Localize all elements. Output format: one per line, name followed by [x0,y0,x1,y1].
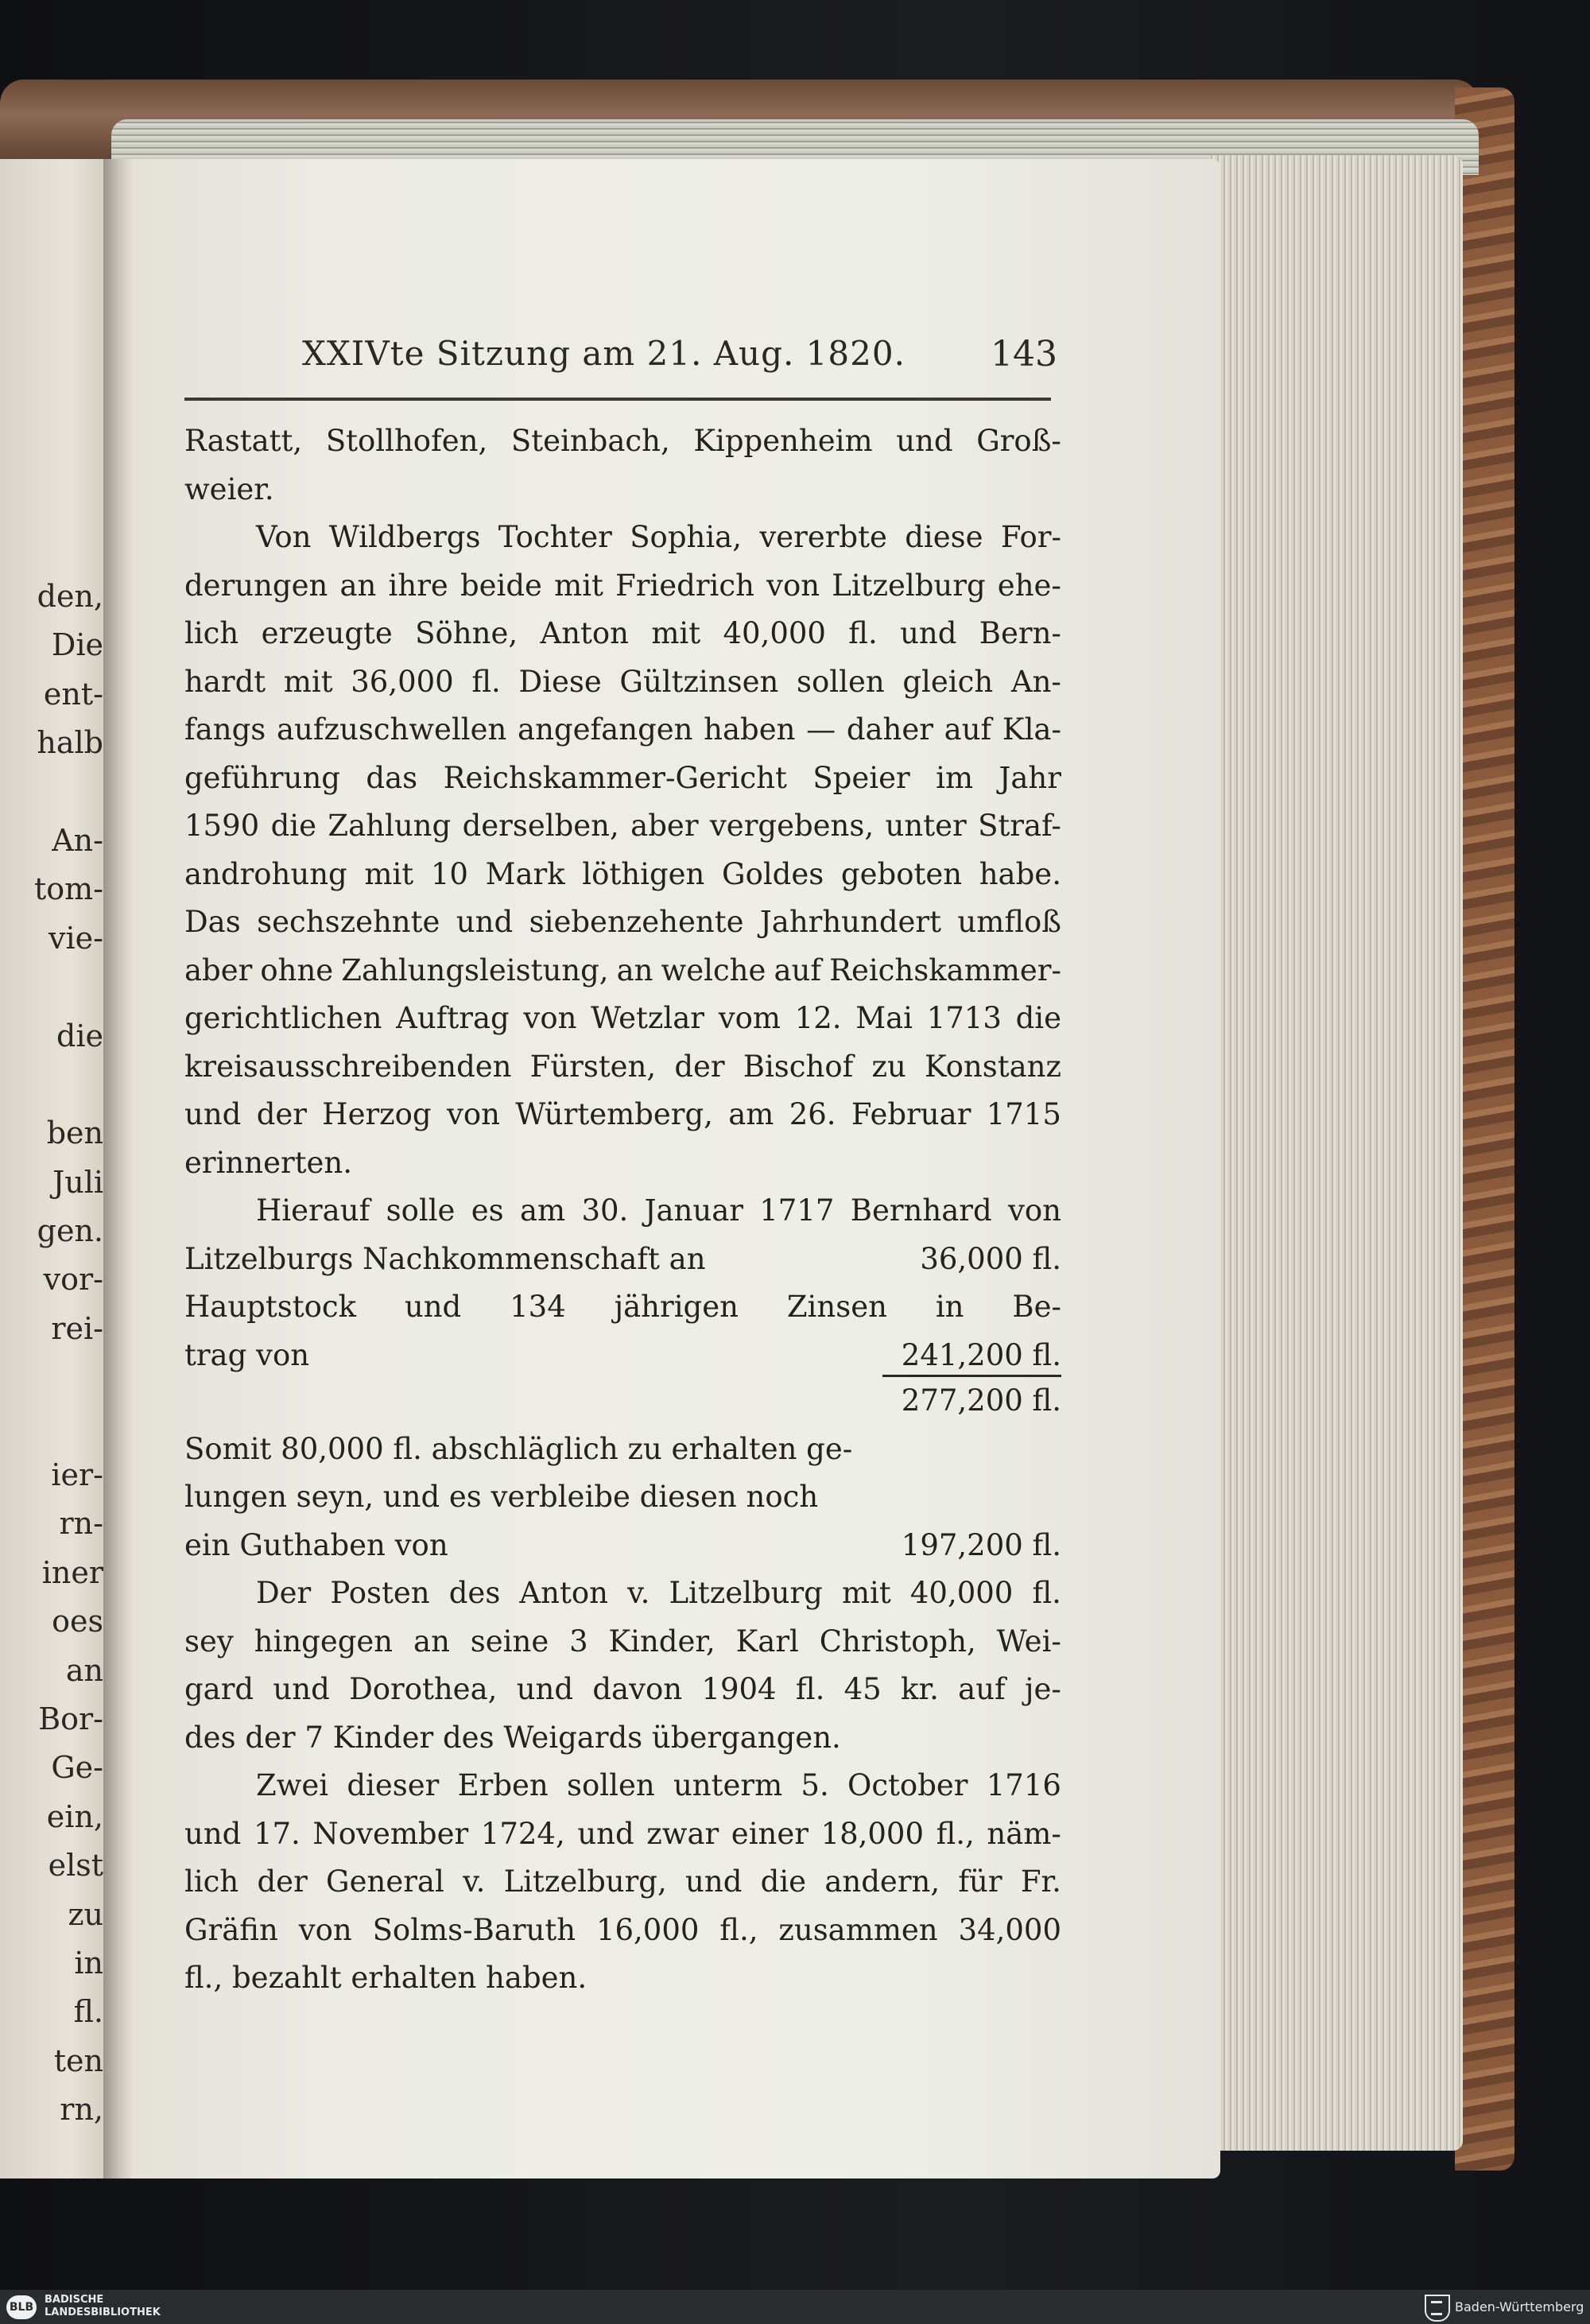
word: 1904 [701,1672,777,1706]
word: diese [905,520,983,554]
word: Zwei [256,1768,329,1802]
left-page-fragment [0,1061,103,1109]
word: Bern- [979,616,1061,650]
left-page-fragment: Ge- [51,1750,103,1786]
word: und [685,1864,743,1899]
left-page-fragment: gen. [37,1213,103,1249]
text-line [184,851,1061,899]
word: Anton [519,1576,608,1610]
word: Sophia, [630,520,742,554]
word: geboten [840,856,963,891]
word: Stollhofen, [325,424,488,458]
left-page-fragment: ein, [46,1798,103,1834]
word: Konstanz [924,1049,1061,1084]
left-page-fragment: ier- [51,1457,103,1493]
word: das [366,760,418,795]
word: fl., [936,1816,975,1851]
word: seine [470,1624,549,1659]
text-line [184,755,1061,803]
word: und [184,1816,242,1851]
word: hingegen [254,1624,394,1659]
line-text: erinnerten. [184,1145,353,1180]
word: Das [184,905,241,939]
word: zwar [646,1816,719,1851]
word: Reichskammer-Gericht [443,760,787,795]
left-page-fragment: Die [51,627,103,663]
line-text: Litzelburgs Nachkommenschaft an [184,1241,706,1276]
word: lich [184,1864,239,1899]
word: Zahlung [328,809,452,843]
left-page-fragment: Juli [52,1164,103,1200]
text-line [184,1236,1061,1284]
word: haben [704,712,796,747]
word: umfloß [957,905,1061,939]
text-line [184,995,1061,1043]
word: 12. [794,1001,842,1035]
amount: 197,200 fl. [901,1527,1061,1562]
word: 134 [510,1290,566,1324]
word: 18,000 [820,1816,925,1851]
running-head: XXIVte Sitzung am 21. Aug. 1820. [302,334,906,373]
text-line [184,706,1061,755]
word: lich [184,616,239,650]
word: andern, [824,1864,940,1899]
left-page-fragment: in [74,1945,103,1981]
left-page-fragment: oes [52,1604,103,1639]
word: 34,000 [958,1912,1061,1947]
word: 17. [253,1816,301,1851]
word: Straf- [978,809,1061,843]
word: Kippenheim [693,424,873,458]
word: hardt [184,664,266,699]
word: 5. [801,1768,829,1802]
word: mit [364,856,414,891]
left-page-fragment: iner [41,1554,103,1590]
text-line [184,1762,1061,1810]
word: und [516,1672,574,1706]
word: welche [661,952,766,987]
word: die [760,1864,807,1899]
line-text: Somit 80,000 fl. abschläglich zu erhalten ge- [184,1431,853,1466]
word: 40,000 [909,1576,1014,1610]
word: vererbte [759,520,887,554]
left-page-fragment [0,1353,103,1402]
word: Söhne, [415,616,518,650]
word: An- [1010,664,1061,699]
line-text: lungen seyn, und es verbleibe diesen noch [184,1480,819,1514]
word: mit [283,664,333,699]
text-line [184,898,1061,947]
word: 10 [430,856,468,891]
text-line [184,1569,1061,1618]
word: vom [718,1001,781,1035]
word: 1716 [986,1768,1061,1802]
word: in [935,1290,964,1324]
word: For- [1000,520,1061,554]
word: sechszehnte [257,905,440,939]
word: Wildbergs [328,520,481,554]
word: Tochter [498,520,612,554]
word: Groß- [976,424,1061,458]
word: fl. [1032,1576,1061,1610]
word: Von [256,520,312,554]
word: und [404,1290,462,1324]
text-line [184,1043,1061,1092]
line-text: des der 7 Kinder des Weigards übergangen. [184,1720,841,1755]
header-rule [184,398,1051,401]
word: geführung [184,760,340,795]
word: Solms-Baruth [372,1912,576,1947]
page-header [302,334,1057,382]
text-line [184,1907,1061,1955]
word: Erben [457,1768,549,1802]
blb-logo-icon: BLB [6,2295,37,2319]
word: Zahlungsleistung, [341,952,609,987]
word: Hauptstock [184,1290,356,1324]
word: Steinbach, [510,424,670,458]
text-line [184,1666,1061,1714]
word: daher [846,712,933,747]
word: löthigen [582,856,705,891]
word: Zinsen [786,1290,887,1324]
word: Be- [1012,1290,1061,1324]
text-line [184,802,1061,851]
text-line [184,1858,1061,1907]
text-line [184,417,1061,466]
text-line [184,562,1061,611]
left-page-fragment: fl. [73,1994,103,2030]
book-gutter [103,159,135,2179]
word: zusammen [778,1912,938,1947]
word: der [256,1097,307,1131]
text-line [184,1618,1061,1666]
left-page-fragment: die [56,1018,103,1053]
word: Goldes [722,856,824,891]
amount: 277,200 fl. [901,1383,1061,1418]
word: unter [885,809,967,843]
word: am [728,1097,774,1131]
text-line [184,1473,1061,1522]
word: von [446,1097,500,1131]
left-page-fragment: an [65,1652,103,1688]
word: mit [554,568,603,603]
word: Friedrich [615,568,754,603]
left-page-fragment: halb [37,725,103,761]
line-text: trag von [184,1337,310,1372]
text-line [184,1954,1061,2003]
word: der [674,1049,725,1084]
word: erzeugte [261,616,393,650]
left-page-fragment: tom- [33,871,103,907]
text-line [184,1283,1061,1332]
left-page-fragment [0,768,103,817]
word: sollen [567,1768,655,1802]
line-text: ein Guthaben von [184,1527,448,1562]
word: 30. [581,1193,629,1228]
word: davon [592,1672,683,1706]
word: ohne [260,952,334,987]
word: kr. [901,1672,939,1706]
left-page-fragment [0,963,103,1011]
word: General [326,1864,444,1899]
word: 1713 [926,1001,1002,1035]
footer-bar [0,2290,1590,2324]
word: an [413,1624,450,1659]
state-emblem-icon [1425,2295,1450,2322]
word: Mai [855,1001,913,1035]
word: 3 [569,1624,588,1659]
text-line [184,1332,1061,1380]
word: auf [774,952,822,987]
left-page-fragment: ent- [43,676,103,712]
word: fl. [795,1672,825,1706]
left-page-fragment: vie- [48,920,103,956]
word: fangs [184,712,266,747]
library-name-line1: BADISCHE [45,2294,104,2306]
word: fl. [848,616,878,650]
word: Reichskammer- [829,952,1061,987]
word: v. [463,1864,486,1899]
word: aber [184,952,253,987]
left-page-fragment: Bor- [38,1701,103,1736]
line-text: weier. [184,471,274,506]
text-line [184,514,1061,562]
left-page-fragment: rn, [60,2092,103,2128]
word: 1715 [986,1097,1061,1131]
text-line [184,610,1061,658]
word: Januar [644,1193,743,1228]
word: der [257,1864,308,1899]
word: Diese [518,664,602,699]
word: des [448,1576,501,1610]
word: von [1007,1193,1061,1228]
word: ihre [388,568,448,603]
word: Mark [485,856,565,891]
word: Hierauf [256,1193,370,1228]
word: von [523,1001,577,1035]
word: an [339,568,377,603]
word: und [577,1816,634,1851]
word: mit [651,616,701,650]
word: von [298,1912,352,1947]
word: Rastatt, [184,424,303,458]
word: ehe- [997,568,1061,603]
text-line [184,947,1061,995]
word: 40,000 [723,616,826,650]
word: für [958,1864,1002,1899]
word: gerichtlichen [184,1001,382,1035]
left-page [0,159,115,2179]
word: Litzelburg [832,568,986,603]
word: Wei- [996,1624,1061,1659]
word: zu [871,1049,906,1084]
word: fl., [719,1912,758,1947]
library-name-line2: LANDESBIBLIOTHEK [45,2307,161,2318]
word: mit [841,1576,891,1610]
word: Jahrhundert [759,905,941,939]
amount: 36,000 fl. [920,1241,1061,1276]
word: vergebens, [709,809,874,843]
word: Der [256,1576,312,1610]
word: Fr. [1020,1864,1061,1899]
word: Kla- [1002,712,1061,747]
left-page-fragment: den, [37,579,103,614]
word: angefangen [518,712,693,747]
word: Bischof [743,1049,854,1084]
word: Gültzinsen [619,664,779,699]
text-line [184,1139,1061,1188]
word: habe. [979,856,1061,891]
left-page-fragment: rn- [59,1506,103,1542]
left-page-fragment: rei- [51,1310,103,1346]
line-text: fl., bezahlt erhalten haben. [184,1961,588,1995]
word: November [312,1816,469,1851]
word: dieser [347,1768,440,1802]
word: 45 [843,1672,882,1706]
word: — [806,712,836,747]
word: derungen [184,568,328,603]
word: siebenzehente [529,905,744,939]
word: Gräfin [184,1912,278,1947]
word: fl. [471,664,501,699]
word: Jahr [999,760,1061,795]
left-page-fragment: An- [52,822,103,858]
word: Anton [540,616,629,650]
text-line [184,1377,1061,1426]
text-line [184,1091,1061,1139]
word: v. [627,1576,650,1610]
word: Fürsten, [529,1049,657,1084]
library-name [45,2294,161,2319]
text-line [184,466,1061,514]
word: Februar [851,1097,971,1131]
word: Dorothea, [349,1672,498,1706]
word: aufzuschwellen [276,712,507,747]
word: October [847,1768,968,1802]
word: gard [184,1672,254,1706]
left-page-fragments [0,572,103,2135]
text-line [184,1426,1061,1474]
word: Speier [812,760,910,795]
word: Christoph, [819,1624,976,1659]
left-page-fragment [0,1403,103,1451]
word: androhung [184,856,347,891]
word: 26. [789,1097,836,1131]
word: jährigen [614,1290,739,1324]
word: Wetzlar [591,1001,704,1035]
word: Herzog [322,1097,432,1131]
word: auf [958,1672,1006,1706]
word: von [766,568,820,603]
word: an [616,952,653,987]
word: 36,000 [351,664,454,699]
amount: 241,200 fl. [901,1337,1061,1372]
word: Auftrag [396,1001,510,1035]
word: auf [944,712,992,747]
text-line [184,1522,1061,1570]
word: Karl [735,1624,799,1659]
word: derselben, [462,809,619,843]
page-number: 143 [991,334,1057,374]
word: und [900,616,957,650]
word: 1717 [759,1193,835,1228]
word: die [270,809,316,843]
state-name: Baden-Württemberg [1455,2299,1584,2314]
word: solle [386,1193,456,1228]
word: Litzelburg [669,1576,823,1610]
word: am [519,1193,566,1228]
word: 1724, [480,1816,565,1851]
word: gleich [902,664,994,699]
word: die [1015,1001,1061,1035]
left-page-fragment: elst [48,1848,103,1884]
word: und [273,1672,330,1706]
word: Posten [330,1576,430,1610]
left-page-fragment: vor- [43,1262,103,1298]
word: sollen [797,664,885,699]
word: sey [184,1624,234,1659]
word: einer [731,1816,809,1851]
word: 1590 [184,809,260,843]
word: und [896,424,953,458]
word: es [471,1193,504,1228]
text-line [184,1187,1061,1236]
page-block-fore-edge [1208,155,1463,2151]
word: kreisausschreibenden [184,1049,512,1084]
book-cover-edge [1455,87,1514,2171]
body-text [184,417,1061,2003]
word: Litzelburg, [503,1864,667,1899]
word: Würtemberg, [515,1097,713,1131]
word: aber [630,809,699,843]
word: unterm [673,1768,783,1802]
text-line [184,1714,1061,1763]
left-page-fragment: zu [68,1896,103,1932]
word: näm- [987,1816,1061,1851]
word: im [936,760,974,795]
text-line [184,658,1061,707]
left-page-fragment: ten [53,2043,103,2078]
word: beide [460,568,542,603]
word: Kinder, [608,1624,716,1659]
word: und [184,1097,242,1131]
word: 16,000 [595,1912,700,1947]
word: Bernhard [850,1193,992,1228]
word: und [456,905,514,939]
left-page-fragment: ben [46,1115,103,1151]
word: je- [1025,1672,1061,1706]
text-line [184,1810,1061,1859]
